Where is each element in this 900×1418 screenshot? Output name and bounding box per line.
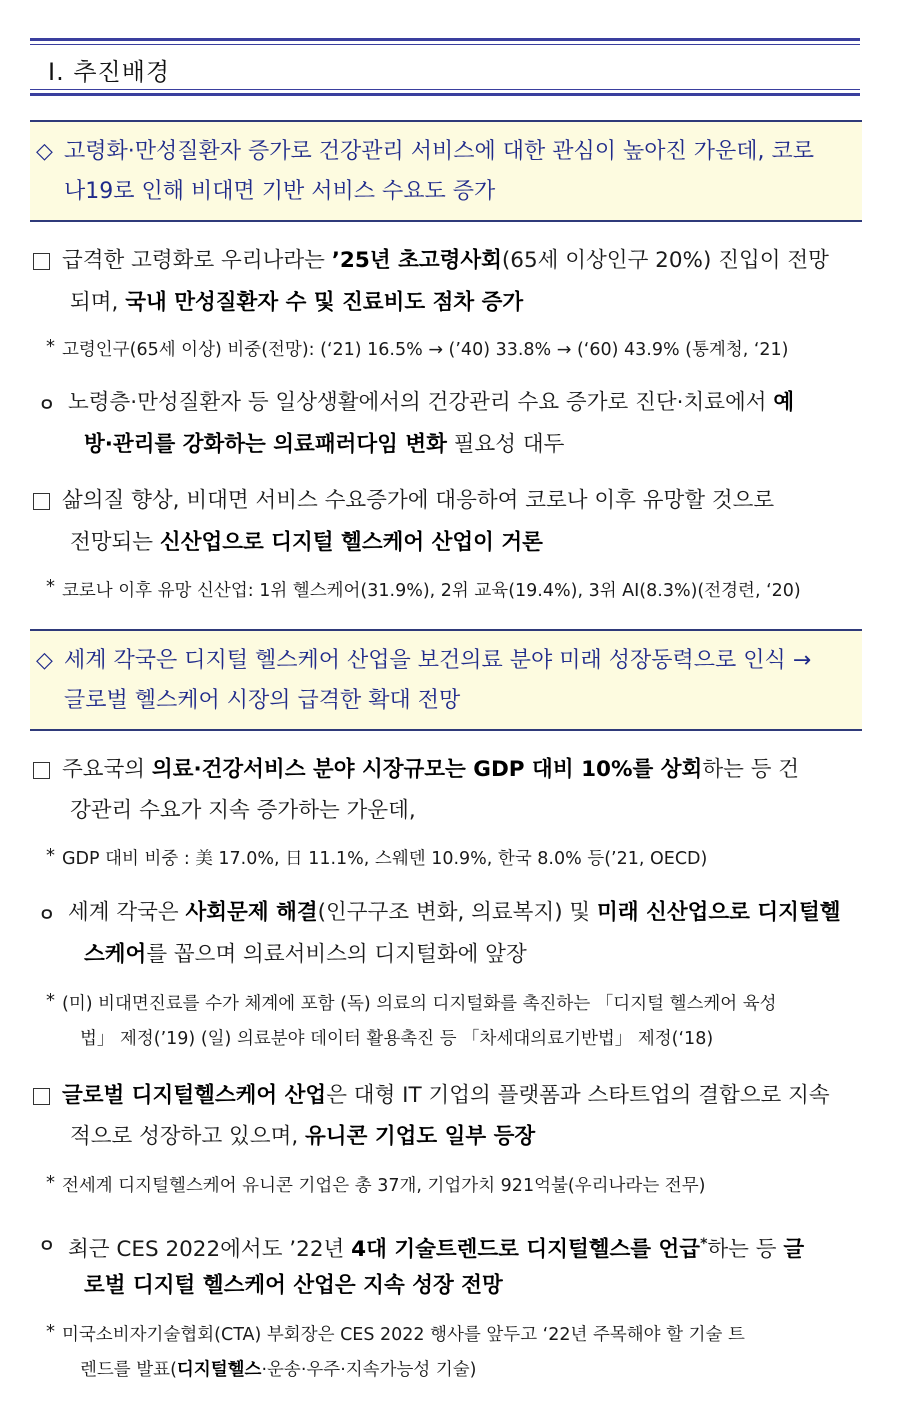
text: 은 대형 IT 기업의 플랫폼과 스타트업의 결합으로 지속 [326,1083,830,1108]
emphasis: 의료·건강서비스 분야 시장규모는 GDP 대비 10%를 상회 [151,757,703,782]
text: 필요성 대두 [446,432,565,457]
emphasis: 사회문제 해결 [185,900,318,925]
body-line: 삶의질 향상, 비대면 서비스 수요증가에 대응하여 코로나 이후 유망할 것으로 [62,488,775,513]
checkbox-bullet-icon [33,762,50,779]
text: 전망되는 [70,530,160,555]
emphasis: 글로벌 디지털헬스케어 산업 [62,1083,327,1108]
emphasis: 스케어 [84,942,147,967]
text: 렌드를 발표( [80,1360,177,1380]
summary-line: 세계 각국은 디지털 헬스케어 산업을 보건의료 분야 미래 성장동력으로 인식 → [64,648,812,673]
footnote: 고령인구(65세 이상) 비중(전망): (‘21) 16.5% → (’40) 33.8% → (‘60) 43.9% (통계청, ‘21) [62,340,789,360]
emphasis: 신산업으로 디지털 헬스케어 산업이 거론 [159,530,543,555]
footnote-marker: * [700,1236,708,1252]
checkbox-bullet-icon [33,493,50,510]
header-bottom-rule [30,93,860,96]
body-line [84,1271,503,1301]
body-line [70,288,523,318]
text: 최근 CES 2022에서도 ’22년 [68,1237,352,1263]
summary-box [30,120,862,222]
note-star: * [46,1172,55,1193]
footnote: 전세계 디지털헬스케어 유니콘 기업은 총 37개, 기업가치 921억불(우리나라는 전무) [62,1176,706,1196]
circle-bullet-icon: ㅇ [38,395,56,416]
emphasis: 디지털헬스 [176,1360,262,1380]
header-bottom-rule-thin [30,89,860,90]
footnote: 법」 제정(’19) (일) 의료분야 데이터 활용촉진 등 「차세대의료기반법」 제정(‘18) [80,1029,714,1049]
emphasis: 4대 기술트렌드로 디지털헬스를 언급 [351,1237,701,1263]
body-line [62,755,799,785]
footnote: (미) 비대면진료를 수가 체계에 포함 (독) 의료의 디지털화를 촉진하는 「디지털 헬스케어 육성 [62,994,777,1014]
body-line [68,898,840,928]
text: 급격한 고령화로 우리나라는 [62,248,332,273]
footnote: GDP 대비 비중 : 美 17.0%, 日 11.1%, 스웨덴 10.9%, 한국 8.0% 등(’21, OECD) [62,849,708,869]
text: 세계 각국은 [68,900,186,925]
text: ·운송·우주·지속가능성 기술) [261,1360,477,1380]
emphasis: 글 [783,1237,805,1263]
text: 하는 등 건 [702,757,800,782]
text: 를 꼽으며 의료서비스의 디지털화에 앞장 [146,942,527,967]
header-top-rule [30,38,860,41]
text: 노령층·만성질환자 등 일상생활에서의 건강관리 수요 증가로 진단·치료에서 [68,390,774,415]
note-star: * [46,1321,55,1342]
footnote: 코로나 이후 유망 신산업: 1위 헬스케어(31.9%), 2위 교육(19.4%), 3위 AI(8.3%)(전경련, ‘20) [62,581,801,601]
summary-box [30,629,862,731]
body-line [70,528,543,558]
emphasis: 유니콘 기업도 일부 등장 [305,1124,536,1149]
emphasis: ’25년 초고령사회 [331,248,502,273]
body-line [62,1081,830,1111]
circle-bullet-icon: ㅇ [38,1236,56,1257]
body-line [68,388,794,418]
diamond-icon: ◇ [36,648,53,673]
summary-line: 고령화·만성질환자 증가로 건강관리 서비스에 대한 관심이 높아진 가운데, 코로 [64,139,814,164]
circle-bullet-icon: ㅇ [38,905,56,926]
text: (65세 이상인구 20%) 진입이 전망 [501,248,829,273]
note-star: * [46,336,55,357]
section-title: Ⅰ. 추진배경 [48,58,171,86]
body-line [68,1229,804,1265]
body-line [70,1122,535,1152]
text: 적으로 성장하고 있으며, [70,1124,306,1149]
summary-line: 글로벌 헬스케어 시장의 급격한 확대 전망 [64,688,461,713]
checkbox-bullet-icon [33,253,50,270]
body-line [84,430,564,460]
body-line [62,246,829,276]
note-star: * [46,990,55,1011]
checkbox-bullet-icon [33,1088,50,1105]
text: (인구구조 변화, 의료복지) 및 [317,900,598,925]
text: 되며, [70,290,126,315]
note-star: * [46,845,55,866]
text: 하는 등 [707,1237,784,1263]
emphasis: 방·관리를 강화하는 의료패러다임 변화 [84,432,447,457]
emphasis: 미래 신산업으로 디지털헬 [597,900,841,925]
summary-line: 나19로 인해 비대면 기반 서비스 수요도 증가 [64,179,496,204]
emphasis: 예 [773,390,795,415]
diamond-icon: ◇ [36,139,53,164]
footnote [80,1357,477,1383]
text: 주요국의 [62,757,152,782]
header-top-rule-thin [30,44,860,45]
footnote: 미국소비자기술협회(CTA) 부회장은 CES 2022 행사를 앞두고 ‘22년 주목해야 할 기술 트 [62,1325,745,1345]
body-line [84,940,527,970]
emphasis: 로벌 디지털 헬스케어 산업은 지속 성장 전망 [84,1273,503,1298]
body-line: 강관리 수요가 지속 증가하는 가운데, [70,798,416,823]
emphasis: 국내 만성질환자 수 및 진료비도 점차 증가 [125,290,524,315]
note-star: * [46,576,55,597]
